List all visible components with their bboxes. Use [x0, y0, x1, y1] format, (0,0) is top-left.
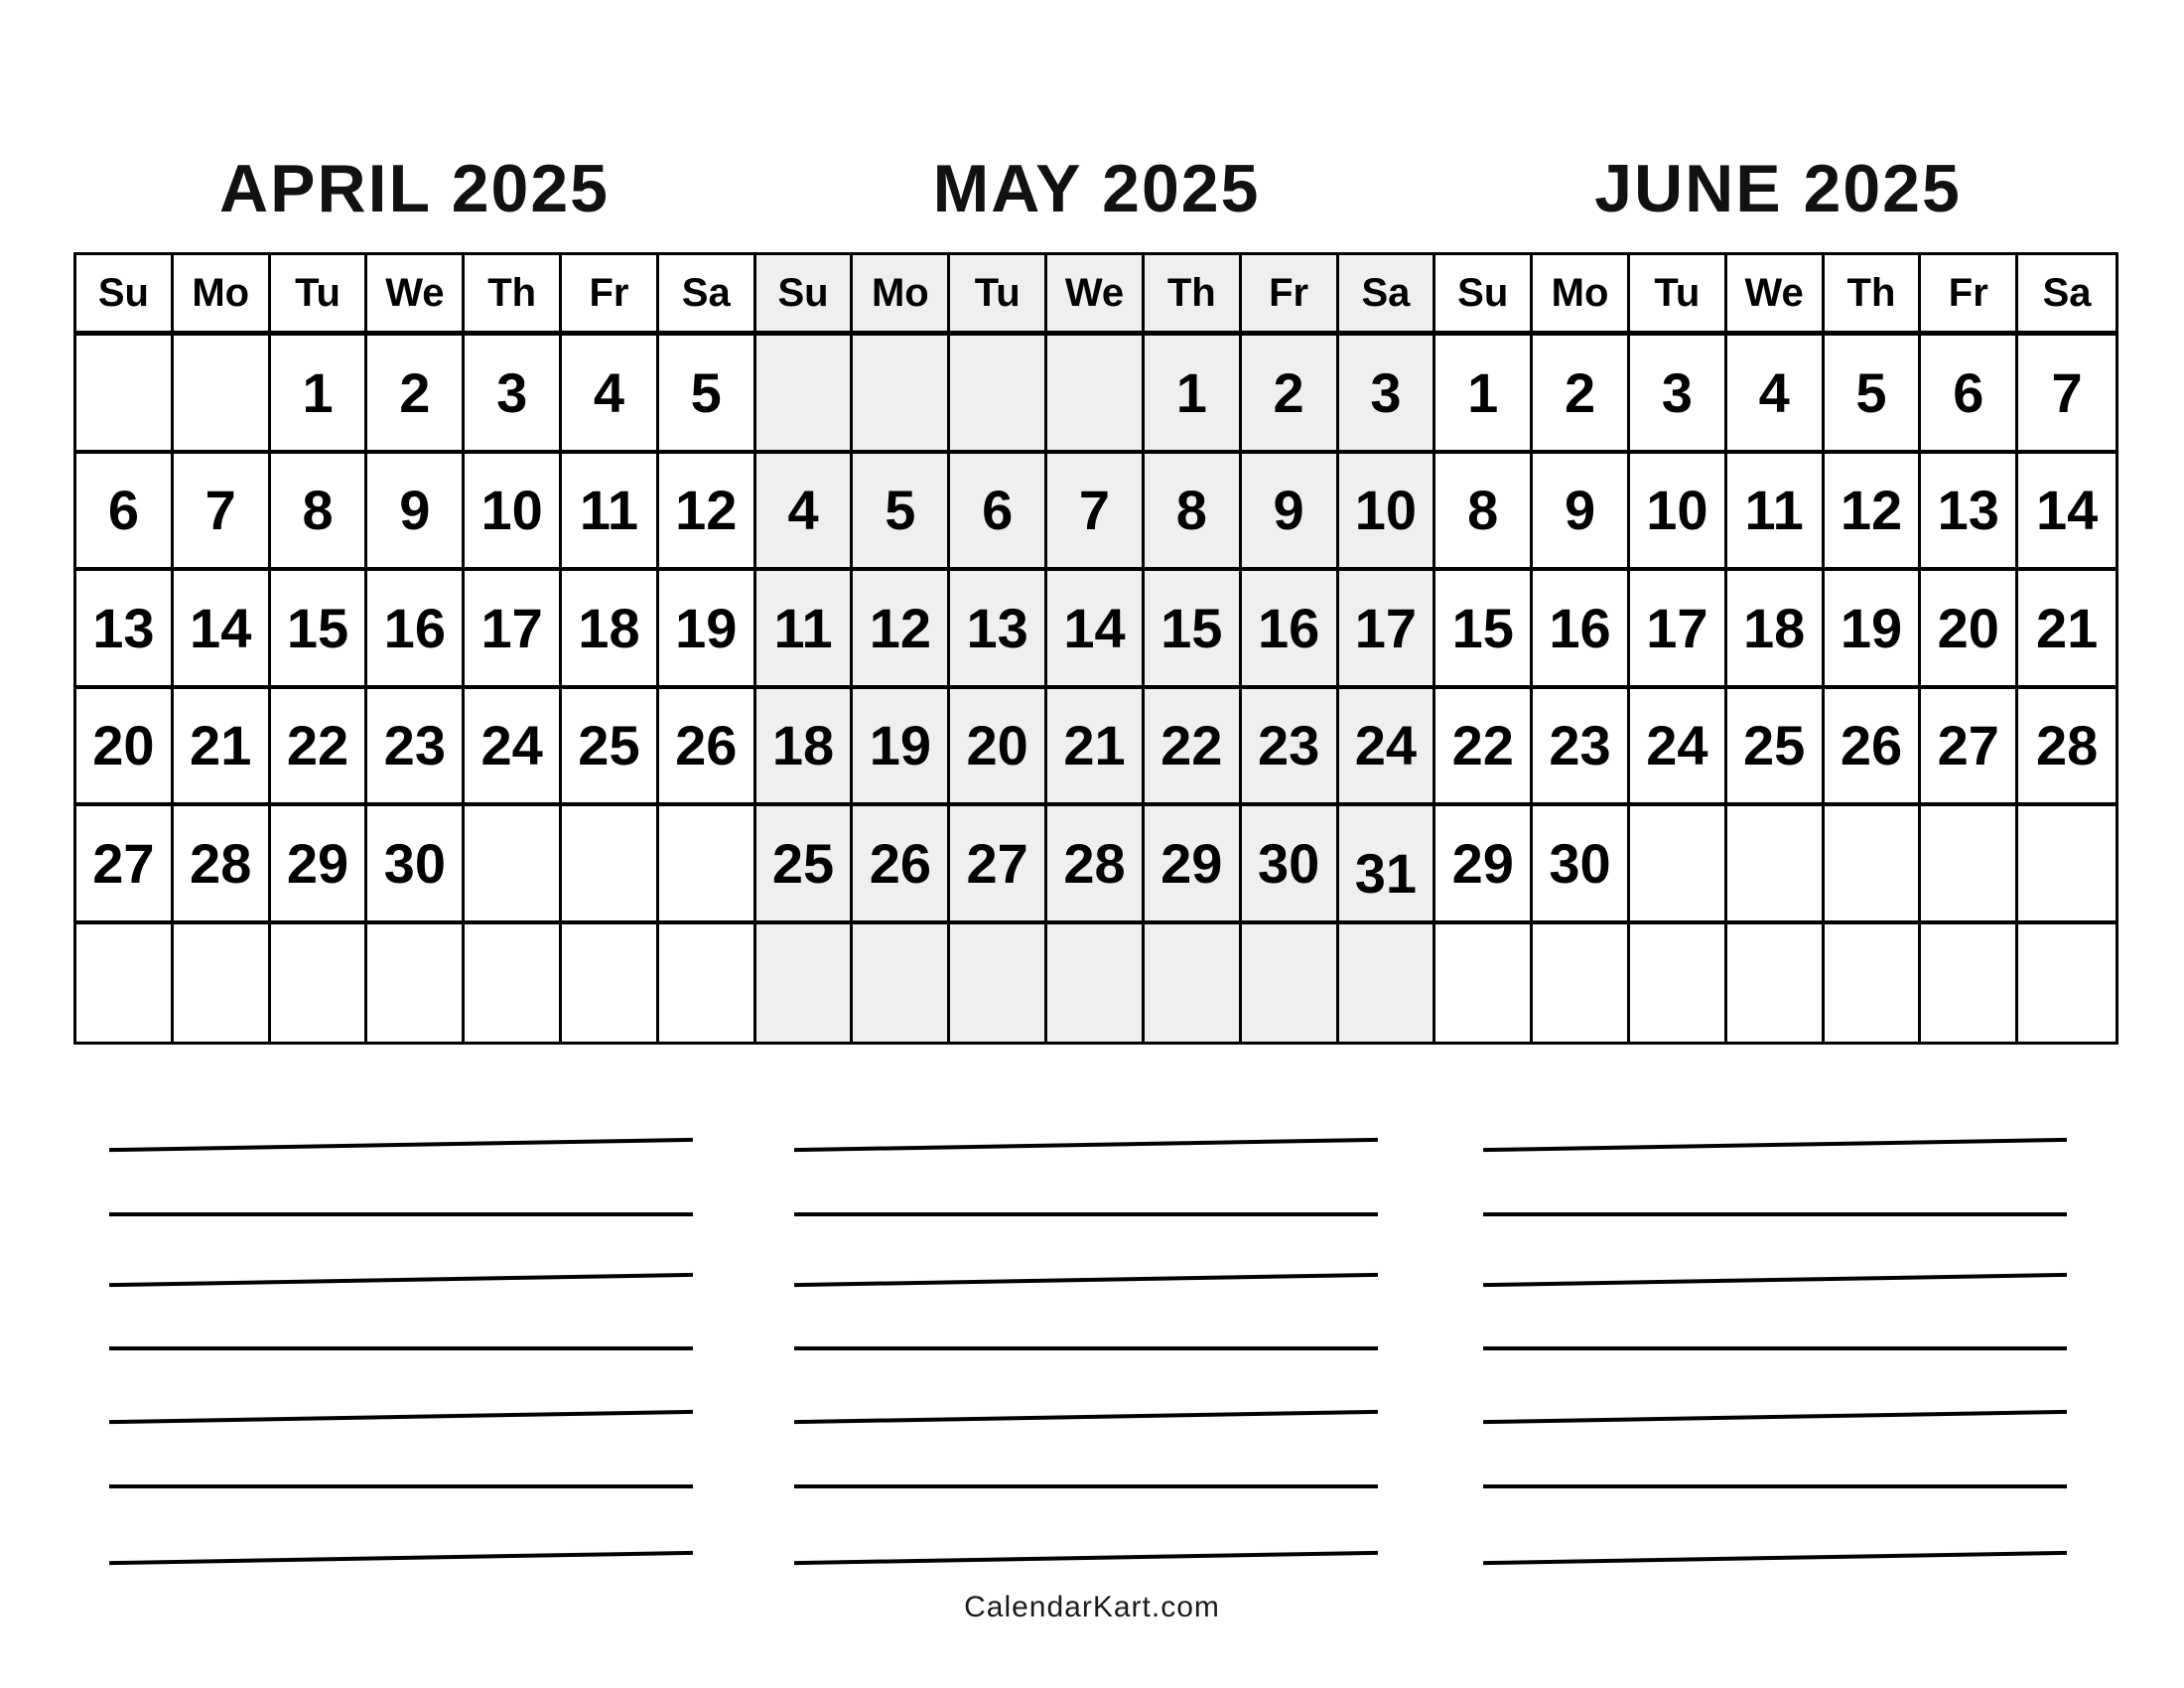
- date-number: 5: [1855, 360, 1887, 424]
- date-cell: [2018, 454, 2116, 572]
- notes-column: [794, 1143, 1378, 1564]
- date-cell: [174, 571, 271, 689]
- date-number: 11: [1744, 479, 1804, 542]
- footer-branding: CalendarKart.com: [964, 1591, 1220, 1623]
- date-number: 24: [1646, 714, 1708, 777]
- date-cell: [950, 806, 1047, 924]
- date-number: 18: [771, 714, 835, 777]
- date-cell: [562, 454, 659, 572]
- date-cell: [1921, 454, 2018, 572]
- date-number: 31: [1354, 841, 1418, 905]
- empty-date-cell: [756, 924, 854, 1043]
- date-cell: [1727, 454, 1825, 572]
- notes-column: [1483, 1143, 2067, 1564]
- empty-date-cell: [2018, 806, 2116, 924]
- date-cell: [756, 571, 854, 689]
- date-number: 3: [1370, 360, 1402, 424]
- date-cell: [1339, 336, 1436, 454]
- note-line: [1483, 1273, 2067, 1287]
- date-cell: [1242, 571, 1339, 689]
- date-number: 19: [869, 714, 932, 777]
- date-cell: [1825, 571, 1922, 689]
- date-cell: [659, 336, 756, 454]
- empty-date-cell: [1630, 924, 1727, 1043]
- date-cell: [1242, 336, 1339, 454]
- empty-date-cell: [1727, 924, 1825, 1043]
- note-line: [109, 1484, 693, 1488]
- date-cell: [1047, 571, 1145, 689]
- date-cell: [2018, 689, 2116, 807]
- note-line: [109, 1212, 693, 1216]
- day-header-cell: Fr: [1921, 255, 2018, 336]
- date-number: 25: [771, 831, 835, 895]
- date-cell: [367, 689, 465, 807]
- day-header-cell: We: [1047, 255, 1145, 336]
- date-cell: [1145, 571, 1242, 689]
- date-number: 29: [286, 831, 349, 895]
- empty-date-cell: [465, 806, 562, 924]
- day-header-cell: We: [367, 255, 465, 336]
- date-number: 4: [593, 360, 625, 424]
- date-number: 18: [578, 596, 640, 659]
- note-line: [109, 1551, 693, 1565]
- empty-date-cell: [1145, 924, 1242, 1043]
- note-line: [1483, 1551, 2067, 1565]
- date-number: 21: [190, 714, 252, 777]
- empty-date-cell: [1825, 924, 1922, 1043]
- date-cell: [562, 689, 659, 807]
- date-number: 17: [1354, 596, 1418, 659]
- day-header-cell: Tu: [271, 255, 368, 336]
- date-number: 7: [2051, 360, 2083, 424]
- empty-date-cell: [367, 924, 465, 1043]
- date-cell: [1339, 806, 1436, 924]
- date-cell: [1339, 454, 1436, 572]
- date-number: 16: [1549, 596, 1611, 659]
- calendar-grid: [73, 252, 2118, 1045]
- date-number: 30: [1257, 831, 1320, 895]
- note-line: [794, 1346, 1378, 1350]
- date-cell: [756, 454, 854, 572]
- date-cell: [1435, 806, 1533, 924]
- note-line: [1483, 1212, 2067, 1216]
- date-cell: [1727, 571, 1825, 689]
- empty-date-cell: [756, 336, 854, 454]
- empty-date-cell: [950, 336, 1047, 454]
- date-cell: [271, 454, 368, 572]
- date-cell: [1339, 689, 1436, 807]
- date-number: 20: [966, 714, 1028, 777]
- date-number: 15: [286, 596, 349, 659]
- date-number: 11: [773, 596, 833, 659]
- date-number: 27: [966, 831, 1028, 895]
- date-cell: [1435, 454, 1533, 572]
- note-line: [794, 1138, 1378, 1152]
- date-number: 9: [1273, 479, 1304, 542]
- empty-date-cell: [562, 806, 659, 924]
- empty-date-cell: [1339, 924, 1436, 1043]
- date-number: 23: [383, 714, 446, 777]
- date-number: 12: [675, 479, 738, 542]
- date-cell: [1630, 336, 1727, 454]
- empty-date-cell: [562, 924, 659, 1043]
- date-number: 2: [1564, 360, 1596, 424]
- date-number: 16: [1257, 596, 1320, 659]
- date-number: 23: [1257, 714, 1320, 777]
- date-number: 13: [1937, 479, 1999, 542]
- date-cell: [367, 806, 465, 924]
- date-number: 2: [1273, 360, 1304, 424]
- date-cell: [1242, 689, 1339, 807]
- date-cell: [1533, 689, 1630, 807]
- date-number: 14: [1063, 596, 1126, 659]
- date-number: 19: [675, 596, 738, 659]
- date-cell: [1047, 454, 1145, 572]
- date-cell: [659, 571, 756, 689]
- date-cell: [1825, 454, 1922, 572]
- date-cell: [1727, 336, 1825, 454]
- date-number: 2: [399, 360, 431, 424]
- date-number: 28: [1063, 831, 1126, 895]
- date-cell: [271, 689, 368, 807]
- note-line: [1483, 1138, 2067, 1152]
- date-number: 24: [480, 714, 543, 777]
- date-cell: [950, 571, 1047, 689]
- date-cell: [465, 571, 562, 689]
- day-header-cell: Fr: [562, 255, 659, 336]
- date-number: 25: [1743, 714, 1806, 777]
- date-cell: [1242, 454, 1339, 572]
- date-cell: [950, 454, 1047, 572]
- date-cell: [271, 336, 368, 454]
- date-cell: [1921, 689, 2018, 807]
- date-cell: [1533, 336, 1630, 454]
- date-number: 30: [383, 831, 446, 895]
- date-number: 9: [1564, 479, 1596, 542]
- date-cell: [1825, 689, 1922, 807]
- date-number: 30: [1549, 831, 1611, 895]
- date-cell: [367, 336, 465, 454]
- note-line: [109, 1138, 693, 1152]
- date-number: 17: [1646, 596, 1708, 659]
- empty-date-cell: [853, 336, 950, 454]
- empty-date-cell: [1435, 924, 1533, 1043]
- date-number: 24: [1354, 714, 1418, 777]
- date-number: 9: [399, 479, 431, 542]
- date-number: 1: [1467, 360, 1499, 424]
- date-number: 10: [1646, 479, 1708, 542]
- date-cell: [1145, 689, 1242, 807]
- date-number: 25: [578, 714, 640, 777]
- date-cell: [1339, 571, 1436, 689]
- empty-date-cell: [1921, 806, 2018, 924]
- notes-column: [109, 1143, 693, 1564]
- date-number: 17: [480, 596, 543, 659]
- empty-date-cell: [950, 924, 1047, 1043]
- empty-date-cell: [174, 336, 271, 454]
- date-cell: [853, 806, 950, 924]
- day-header-cell: Tu: [1630, 255, 1727, 336]
- date-cell: [76, 454, 174, 572]
- date-number: 18: [1743, 596, 1806, 659]
- date-number: 22: [1160, 714, 1223, 777]
- day-header-cell: Th: [1825, 255, 1922, 336]
- date-number: 11: [579, 479, 639, 542]
- day-header-cell: We: [1727, 255, 1825, 336]
- date-number: 21: [1063, 714, 1126, 777]
- day-header-cell: Sa: [659, 255, 756, 336]
- day-header-cell: Fr: [1242, 255, 1339, 336]
- note-line: [1483, 1410, 2067, 1424]
- empty-date-cell: [1047, 924, 1145, 1043]
- date-cell: [562, 336, 659, 454]
- date-cell: [1435, 689, 1533, 807]
- date-cell: [1533, 454, 1630, 572]
- date-number: 13: [92, 596, 155, 659]
- date-number: 12: [869, 596, 932, 659]
- empty-date-cell: [853, 924, 950, 1043]
- date-cell: [659, 689, 756, 807]
- empty-date-cell: [2018, 924, 2116, 1043]
- date-cell: [465, 689, 562, 807]
- day-header-cell: Mo: [853, 255, 950, 336]
- date-cell: [1727, 689, 1825, 807]
- date-number: 15: [1160, 596, 1223, 659]
- date-cell: [1921, 571, 2018, 689]
- date-cell: [1630, 571, 1727, 689]
- month-title-april: APRIL 2025: [219, 151, 610, 226]
- date-cell: [950, 689, 1047, 807]
- day-header-cell: Tu: [950, 255, 1047, 336]
- day-header-cell: Sa: [1339, 255, 1436, 336]
- date-cell: [1145, 454, 1242, 572]
- date-cell: [756, 806, 854, 924]
- empty-date-cell: [174, 924, 271, 1043]
- empty-date-cell: [76, 336, 174, 454]
- date-cell: [1825, 336, 1922, 454]
- date-number: 22: [286, 714, 349, 777]
- day-header-cell: Th: [1145, 255, 1242, 336]
- date-cell: [174, 806, 271, 924]
- date-number: 5: [885, 479, 916, 542]
- date-cell: [76, 806, 174, 924]
- date-number: 12: [1840, 479, 1903, 542]
- date-cell: [1145, 806, 1242, 924]
- date-cell: [853, 571, 950, 689]
- empty-date-cell: [1825, 806, 1922, 924]
- date-number: 3: [1661, 360, 1693, 424]
- date-number: 26: [1840, 714, 1903, 777]
- date-number: 13: [966, 596, 1028, 659]
- date-number: 7: [1078, 479, 1111, 542]
- date-number: 22: [1451, 714, 1514, 777]
- empty-date-cell: [659, 924, 756, 1043]
- date-number: 3: [496, 360, 528, 424]
- date-number: 14: [2035, 479, 2099, 542]
- note-line: [794, 1551, 1378, 1565]
- empty-date-cell: [1727, 806, 1825, 924]
- date-number: 28: [2035, 714, 2099, 777]
- date-number: 6: [1953, 360, 1984, 424]
- date-cell: [562, 571, 659, 689]
- date-number: 20: [92, 714, 155, 777]
- date-cell: [465, 336, 562, 454]
- date-cell: [1533, 571, 1630, 689]
- empty-date-cell: [659, 806, 756, 924]
- day-header-cell: Mo: [174, 255, 271, 336]
- date-cell: [756, 689, 854, 807]
- date-cell: [1242, 806, 1339, 924]
- date-number: 20: [1937, 596, 1999, 659]
- note-line: [109, 1273, 693, 1287]
- date-number: 16: [383, 596, 446, 659]
- note-line: [794, 1212, 1378, 1216]
- empty-date-cell: [465, 924, 562, 1043]
- date-cell: [76, 689, 174, 807]
- date-number: 8: [302, 479, 334, 542]
- empty-date-cell: [76, 924, 174, 1043]
- month-title-june: JUNE 2025: [1594, 151, 1962, 226]
- date-cell: [1145, 336, 1242, 454]
- date-number: 29: [1451, 831, 1514, 895]
- date-number: 4: [787, 479, 819, 542]
- note-line: [109, 1346, 693, 1350]
- date-cell: [1630, 454, 1727, 572]
- date-cell: [2018, 571, 2116, 689]
- date-number: 8: [1467, 479, 1499, 542]
- date-number: 5: [690, 360, 722, 424]
- date-number: 27: [1937, 714, 1999, 777]
- month-title-may: MAY 2025: [932, 151, 1261, 226]
- date-number: 1: [1175, 360, 1207, 424]
- day-header-cell: Su: [76, 255, 174, 336]
- note-line: [109, 1410, 693, 1424]
- date-cell: [2018, 336, 2116, 454]
- date-number: 8: [1175, 479, 1207, 542]
- date-cell: [1047, 689, 1145, 807]
- date-cell: [271, 806, 368, 924]
- empty-date-cell: [271, 924, 368, 1043]
- empty-date-cell: [1242, 924, 1339, 1043]
- date-number: 21: [2035, 596, 2099, 659]
- date-number: 19: [1840, 596, 1903, 659]
- date-cell: [367, 454, 465, 572]
- day-header-cell: Su: [756, 255, 854, 336]
- date-number: 23: [1549, 714, 1611, 777]
- note-line: [794, 1410, 1378, 1424]
- date-cell: [1921, 336, 2018, 454]
- date-cell: [1435, 336, 1533, 454]
- date-cell: [367, 571, 465, 689]
- date-cell: [76, 571, 174, 689]
- date-number: 10: [480, 479, 543, 542]
- note-line: [794, 1273, 1378, 1287]
- date-number: 7: [205, 479, 236, 542]
- day-header-cell: Mo: [1533, 255, 1630, 336]
- date-number: 6: [107, 479, 139, 542]
- note-line: [794, 1484, 1378, 1488]
- empty-date-cell: [1630, 806, 1727, 924]
- date-cell: [1047, 806, 1145, 924]
- empty-date-cell: [1047, 336, 1145, 454]
- date-cell: [174, 689, 271, 807]
- date-number: 10: [1354, 479, 1418, 542]
- empty-date-cell: [1533, 924, 1630, 1043]
- date-cell: [1533, 806, 1630, 924]
- date-number: 28: [190, 831, 252, 895]
- date-cell: [271, 571, 368, 689]
- date-number: 15: [1451, 596, 1514, 659]
- date-number: 26: [869, 831, 932, 895]
- date-number: 4: [1758, 360, 1790, 424]
- date-cell: [853, 689, 950, 807]
- note-line: [1483, 1484, 2067, 1488]
- date-cell: [659, 454, 756, 572]
- date-cell: [1435, 571, 1533, 689]
- date-number: 14: [190, 596, 252, 659]
- empty-date-cell: [1921, 924, 2018, 1043]
- day-header-cell: Su: [1435, 255, 1533, 336]
- date-cell: [465, 454, 562, 572]
- date-cell: [853, 454, 950, 572]
- date-number: 1: [302, 360, 334, 424]
- date-number: 27: [92, 831, 155, 895]
- date-number: 26: [675, 714, 738, 777]
- note-line: [1483, 1346, 2067, 1350]
- date-cell: [1630, 689, 1727, 807]
- date-number: 6: [982, 479, 1014, 542]
- day-header-cell: Sa: [2018, 255, 2116, 336]
- date-cell: [174, 454, 271, 572]
- day-header-cell: Th: [465, 255, 562, 336]
- date-number: 29: [1160, 831, 1223, 895]
